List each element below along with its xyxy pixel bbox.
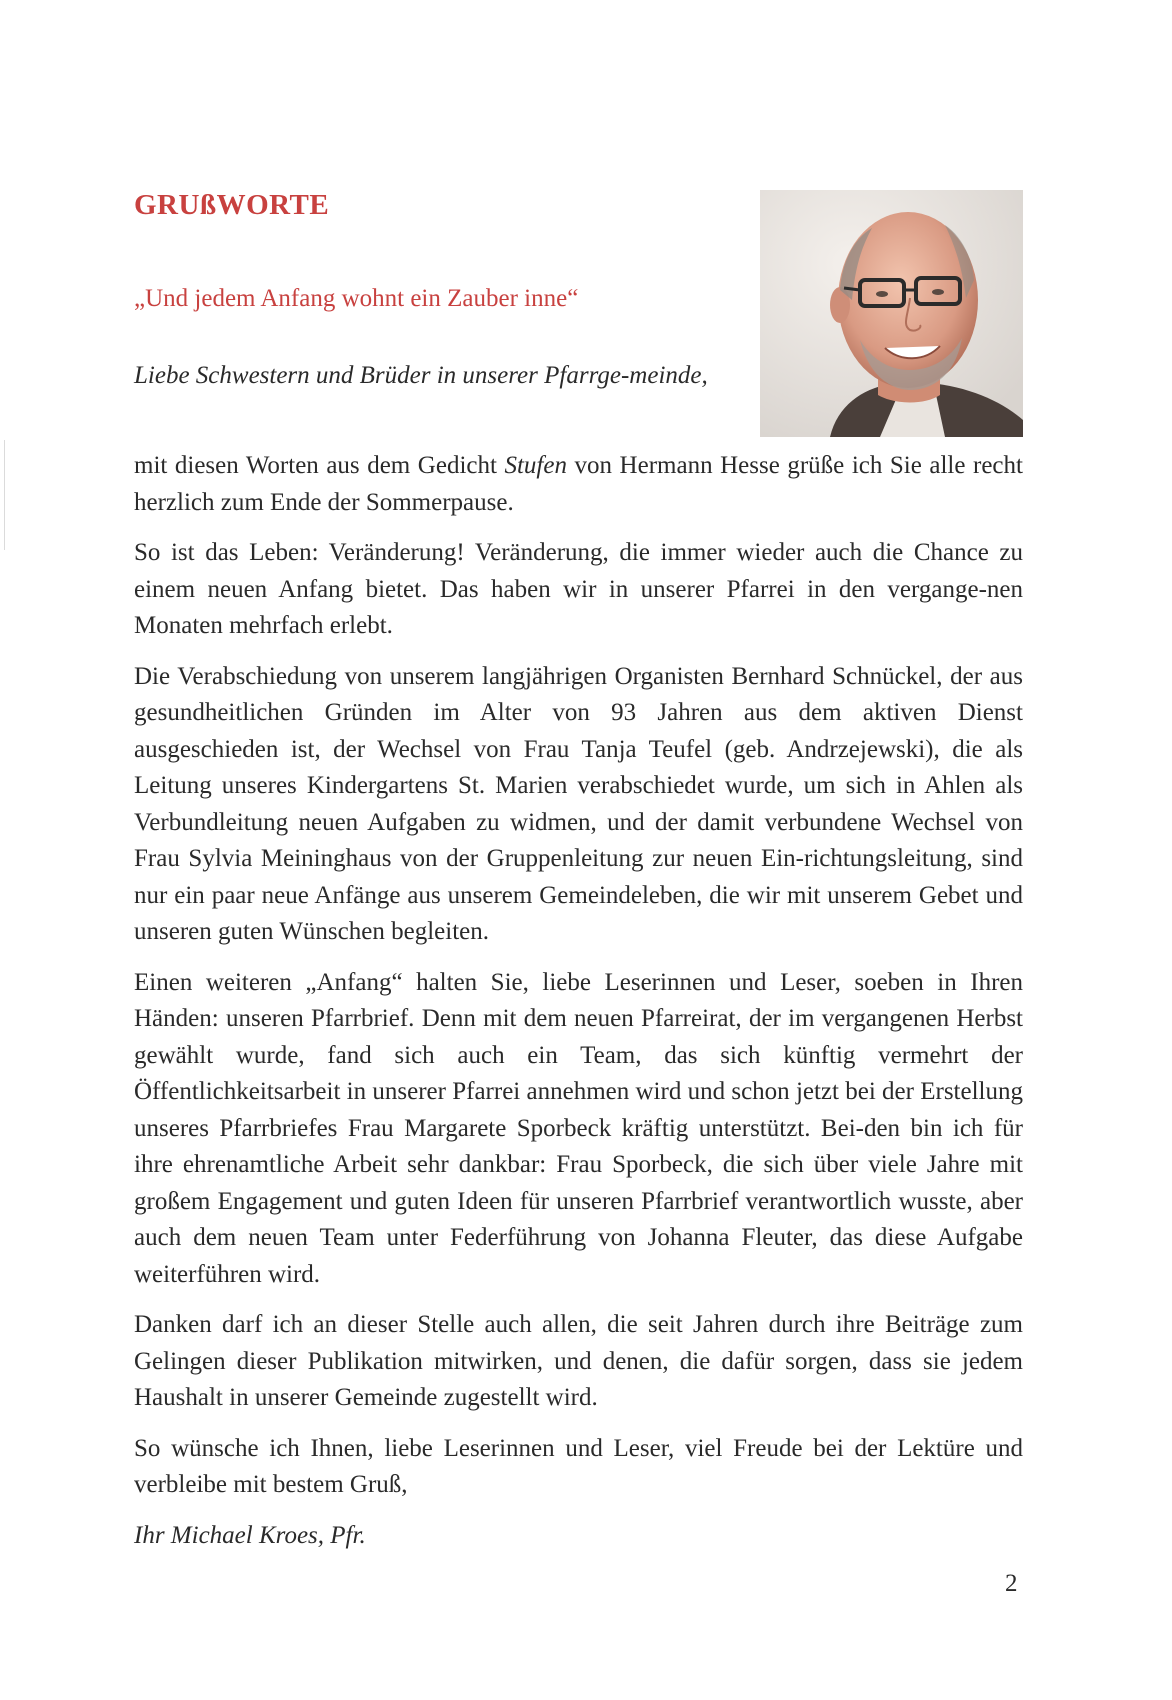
salutation: Liebe Schwestern und Brüder in unserer Pfarrge-meinde, (134, 362, 708, 389)
paragraph-4: Einen weiteren „Anfang“ halten Sie, liebe Leserinnen und Leser, soeben in Ihren Händen: unseren Pfarrbrief. Denn mit dem neuen Pfarreirat, der im vergangenen Herbst gewählt wurde, fand sich auch ein Team, das sich künftig vermehrt der Öffentlichkeitsarbeit in unserer Pfarrei annehmen wird und schon jetzt bei der Erstellung unseres Pfarrbriefes Frau Margarete Sporbeck kräftig unterstützt. Bei-den bin ich für ihre ehrenamtliche Arbeit sehr dankbar: Frau Sporbeck, die sich über viele Jahre mit großem Engagement und guten Ideen für unseren Pfarrbrief verantwortlich wusste, aber auch dem neuen Team unter Federführung von Johanna Fleuter, das diese Aufgabe weiterführen wird. (134, 968, 1023, 1288)
scan-artifact (4, 440, 5, 550)
paragraph-3: Die Verabschiedung von unserem langjährigen Organisten Bernhard Schnückel, der aus gesundheitlichen Gründen im Alter von 93 Jahren aus dem aktiven Dienst ausgeschieden ist, der Wechsel von Frau Tanja Teufel (geb. Andrzejewski), die als Leitung unseres Kindergartens St. Marien verabschiedet wurde, um sich in Ahlen als Verbundleitung neuen Aufgaben zu widmen, und der damit verbundene Wechsel von Frau Sylvia Meininghaus von der Gruppenleitung zur neuen Ein-richtungsleitung, sind nur ein paar neue Anfänge aus unserem Gemeindeleben, die wir mit unserem Gebet und unseren guten Wünschen begleiten. (134, 662, 1023, 945)
poem-title: Stufen (504, 452, 567, 479)
paragraph-1-before: mit diesen Worten aus dem Gedicht (134, 452, 505, 479)
letter-body (134, 448, 1023, 1568)
paragraph-1-after: von Hermann Hesse grüße ich Sie alle recht herzlich zum Ende der Sommerpause. (134, 452, 1023, 516)
paragraph-6: So wünsche ich Ihnen, liebe Leserinnen und Leser, viel Freude bei der Lektüre und verbleibe mit bestem Gruß, (134, 1434, 1023, 1498)
paragraph-5: Danken darf ich an dieser Stelle auch allen, die seit Jahren durch ihre Beiträge zum Gelingen dieser Publikation mitwirken, und denen, die dafür sorgen, dass sie jedem Haushalt in unserer Gemeinde zugestellt wird. (134, 1311, 1023, 1411)
paragraph-1 (134, 448, 1023, 521)
paragraph-2: So ist das Leben: Veränderung! Veränderung, die immer wieder auch die Chance zu einem neuen Anfang bietet. Das haben wir in unserer Pfarrei in den vergange-nen Monaten mehrfach erlebt. (134, 539, 1023, 639)
portrait-photo (760, 190, 1023, 437)
quote-line: „Und jedem Anfang wohnt ein Zauber inne“ (134, 285, 579, 312)
portrait-image (760, 190, 1023, 437)
page-number: 2 (1005, 1570, 1018, 1597)
signature: Ihr Michael Kroes, Pfr. (134, 1521, 366, 1549)
page-heading: GRUßWORTE (134, 189, 330, 221)
